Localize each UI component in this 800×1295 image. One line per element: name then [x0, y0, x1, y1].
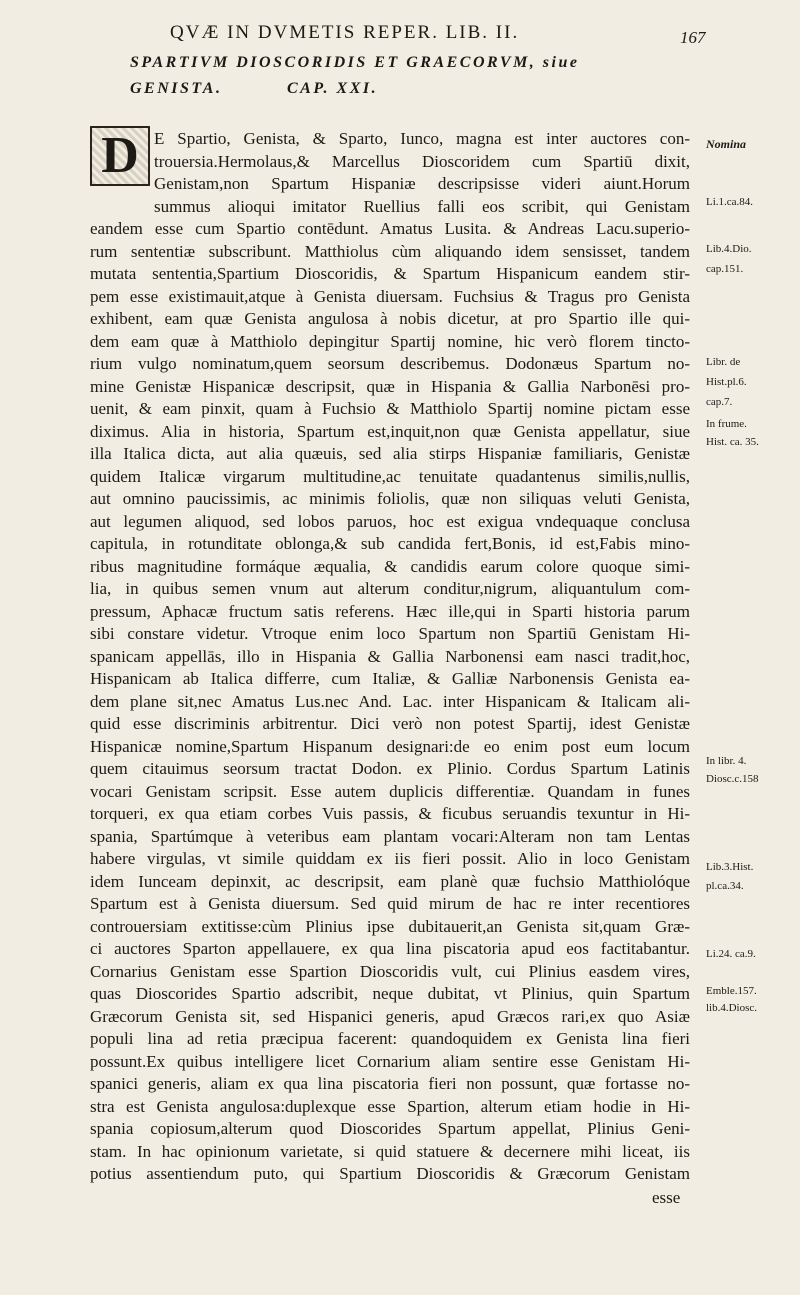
- text-line: quem citauimus seorsum tractat Dodon. ex Plinio. Cordus Spartum Latinis: [90, 759, 690, 778]
- text-line: torqueri, ex qua etiam corbes Vuis passis, & ficubus seruandis texuntur in Hi-: [90, 804, 690, 823]
- margin-note: Emble.157.: [706, 985, 757, 997]
- text-line: quas Dioscorides Spartio adscribit, neque dubitat, vt Plinius, quin Spartum: [90, 984, 690, 1003]
- text-line: Genistam,non Spartum Hispaniæ descripsisse videri aiunt.Horum: [154, 174, 690, 193]
- text-line: Spartum est à Genista diuersum. Sed quid mirum de hac re inter recentiores: [90, 894, 690, 913]
- text-line: sibi constare videtur. Vtroque enim loco Spartum non Spartiū Genistam Hi-: [90, 624, 690, 643]
- margin-note: lib.4.Diosc.: [706, 1002, 758, 1014]
- margin-note: cap.7.: [706, 396, 733, 408]
- running-head: QVÆ IN DVMETIS REPER. LIB. II.: [170, 22, 520, 43]
- page-number: 167: [680, 28, 706, 47]
- margin-note: Lib.4.Dio.: [706, 243, 752, 255]
- text-line: illa Italica dicta, aut alia quæuis, sed alia stirps Hispaniæ familiaris, Genistæ: [90, 444, 690, 463]
- text-line: aut omnino paucissimis, ac minimis foliolis, quæ non siliquas veluti Genista,: [90, 489, 690, 508]
- chapter-title: SPARTIVM DIOSCORIDIS ET GRAECORVM, siue: [130, 54, 580, 71]
- text-line: populi lina ad retia præcipua facerent: quandoquidem ex Genista lina fieri: [90, 1029, 690, 1048]
- text-line: Hispanicam ab Italica differre, cum Italiæ, & Galliæ Narbonensis Genista ea-: [90, 669, 690, 688]
- margin-note: Libr. de: [706, 356, 741, 368]
- text-line: trouersia.Hermolaus,& Marcellus Dioscoridem cum Spartiū dixit,: [154, 151, 690, 171]
- text-line: summus alioqui imitator Ruellius falli eos scribit, qui Genistam: [154, 196, 690, 216]
- text-line: possunt.Ex quibus intelligere licet Cornarium aliam sentire esse Genistam Hi-: [90, 1051, 690, 1071]
- catchword: esse: [652, 1188, 681, 1207]
- text-line: uenit, & eam pinxit, quam à Fuchsio & Matthiolo Spartij nomine pictam esse: [90, 399, 690, 418]
- text-line: ribus magnitudine formáque æqualia, & candidis earum colore quoque simi-: [90, 556, 690, 576]
- text-line: dem plane sit,nec Amatus Lus.nec And. Lac. inter Hispanicam & Italicam ali-: [90, 691, 690, 711]
- margin-note: In frume.: [706, 418, 747, 430]
- text-line: lia, in quibus semen vnum aut alterum conditur,nigrum, aliquantulum com-: [90, 579, 690, 598]
- margin-note: In libr. 4.: [706, 755, 747, 767]
- text-line: habere virgulas, vt simile quiddam ex iis fieri possit. Alio in loco Genistam: [90, 849, 690, 868]
- margin-note: Nomina: [706, 137, 747, 151]
- margin-note: Hist. ca. 35.: [706, 436, 759, 448]
- margin-note: cap.151.: [706, 263, 744, 275]
- text-line: capitula, in rotunditate oblonga,& sub candida fert,Bonis, id est,Fabis mino-: [90, 534, 690, 553]
- body-text: [90, 128, 690, 1186]
- text-line: mine Genistæ Hispanicæ descripsit, quæ in Hispania & Gallia Narbonēsi pro-: [90, 376, 690, 396]
- text-line: controuersiam extitisse:cùm Plinius ipse dubitauerit,an Genista sit,quam Græ-: [90, 916, 690, 936]
- text-line: eandem esse cum Spartio contēdunt. Amatus Lusita. & Andreas Lacu.superio-: [90, 219, 690, 238]
- text-line: diximus. Alia in historia, Spartum est,inquit,non quæ Genista appellatur, siue: [90, 421, 690, 441]
- margin-note: Li.24. ca.9.: [706, 948, 756, 960]
- text-line: aut legumen aliquod, sed lobos paruos, hoc est exigua vndequaque conclusa: [90, 511, 690, 531]
- text-line: potius assentiendum puto, qui Spartium Dioscoridis & Græcorum Genistam: [90, 1164, 690, 1183]
- text-line: stra est Genista angulosa:duplexque esse Spartion, alterum etiam hodie in Hi-: [90, 1096, 690, 1116]
- text-line: rum sententiæ subscribunt. Matthiolus cùm aliquando idem sensisset, tandem: [90, 241, 690, 261]
- margin-note: Hist.pl.6.: [706, 376, 747, 388]
- text-line: ci auctores Sparton appellauere, ex qua lina piscatoria apud eos factitabantur.: [90, 939, 690, 958]
- margin-note: Li.1.ca.84.: [706, 196, 754, 208]
- text-line: spanici generis, aliam ex qua lina piscatoria fieri non possunt, quæ fortasse no-: [90, 1074, 690, 1093]
- text-line: pem esse existimauit,atque à Genista diuersam. Fuchsius & Tragus pro Genista: [90, 286, 690, 306]
- text-line: quid esse discriminis arbitrentur. Dici verò non potest Spartij, idest Genistæ: [90, 714, 690, 733]
- text-line: spania copiosum,alterum quod Dioscorides Spartum appellat, Plinius Geni-: [90, 1119, 690, 1138]
- margin-note: Lib.3.Hist.: [706, 861, 754, 873]
- text-line: idem Iunceam depinxit, ac descripsit, eam planè quæ fuchsio Matthiolóque: [90, 871, 690, 891]
- chapter-title-line-2: [130, 80, 690, 98]
- text-line: quidem Italicæ virgarum multitudine,ac tenuitate quadantenus similis,nullis,: [90, 466, 690, 486]
- text-line: spania, Spartúmque à veteribus eam plantam vocari:Alteram non tam Lentas: [90, 826, 690, 846]
- text-line: vocari Genistam scripsit. Esse autem duplicis differentiæ. Quandam in funes: [90, 781, 690, 801]
- text-line: E Spartio, Genista, & Sparto, Iunco, magna est inter auctores con-: [154, 129, 690, 148]
- text-line: rium vulgo nominatum,quem seorsum describemus. Dodonæus Spartum no-: [90, 354, 690, 373]
- chapter-number: CAP. XXI.: [286, 80, 379, 97]
- text-line: Hispanicæ nomine,Spartum Hispanum designari:de eo enim post eum locum: [90, 736, 690, 756]
- text-line: Græcorum Genista sit, sed Hispanici generis, apud Græcos rari,ex quo Asiæ: [90, 1006, 690, 1026]
- margin-note: Diosc.c.158: [706, 773, 759, 785]
- chapter-title-word: GENISTA.: [130, 80, 223, 97]
- margin-note: pl.ca.34.: [706, 880, 744, 892]
- text-line: exhibent, eam quæ Genista angulosa à nobis dicetur, at pro Spartio ille qui-: [90, 309, 690, 328]
- text-line: stam. In hac opinionum varietate, si quid statuere & decernere mihi liceat, iis: [90, 1141, 690, 1161]
- text-line: pressum, Aphacæ fructum satis referens. Hæc ille,qui in Sparti historia parum: [90, 601, 690, 621]
- text-line: spanicam appellās, illo in Hispania & Gallia Narbonensi eam nasci tradit,hoc,: [90, 646, 690, 666]
- dropcap-letter: D: [101, 127, 139, 184]
- text-line: Cornarius Genistam esse Spartion Dioscoridis vult, cui Plinius easdem vires,: [90, 961, 690, 981]
- text-line: mutata sententia,Spartium Dioscoridis, & Spartum Hispanicum eandem stir-: [90, 264, 690, 283]
- text-line: dem eam quæ à Matthiolo depingitur Spartij nomine, hic verò florem tincto-: [90, 331, 690, 351]
